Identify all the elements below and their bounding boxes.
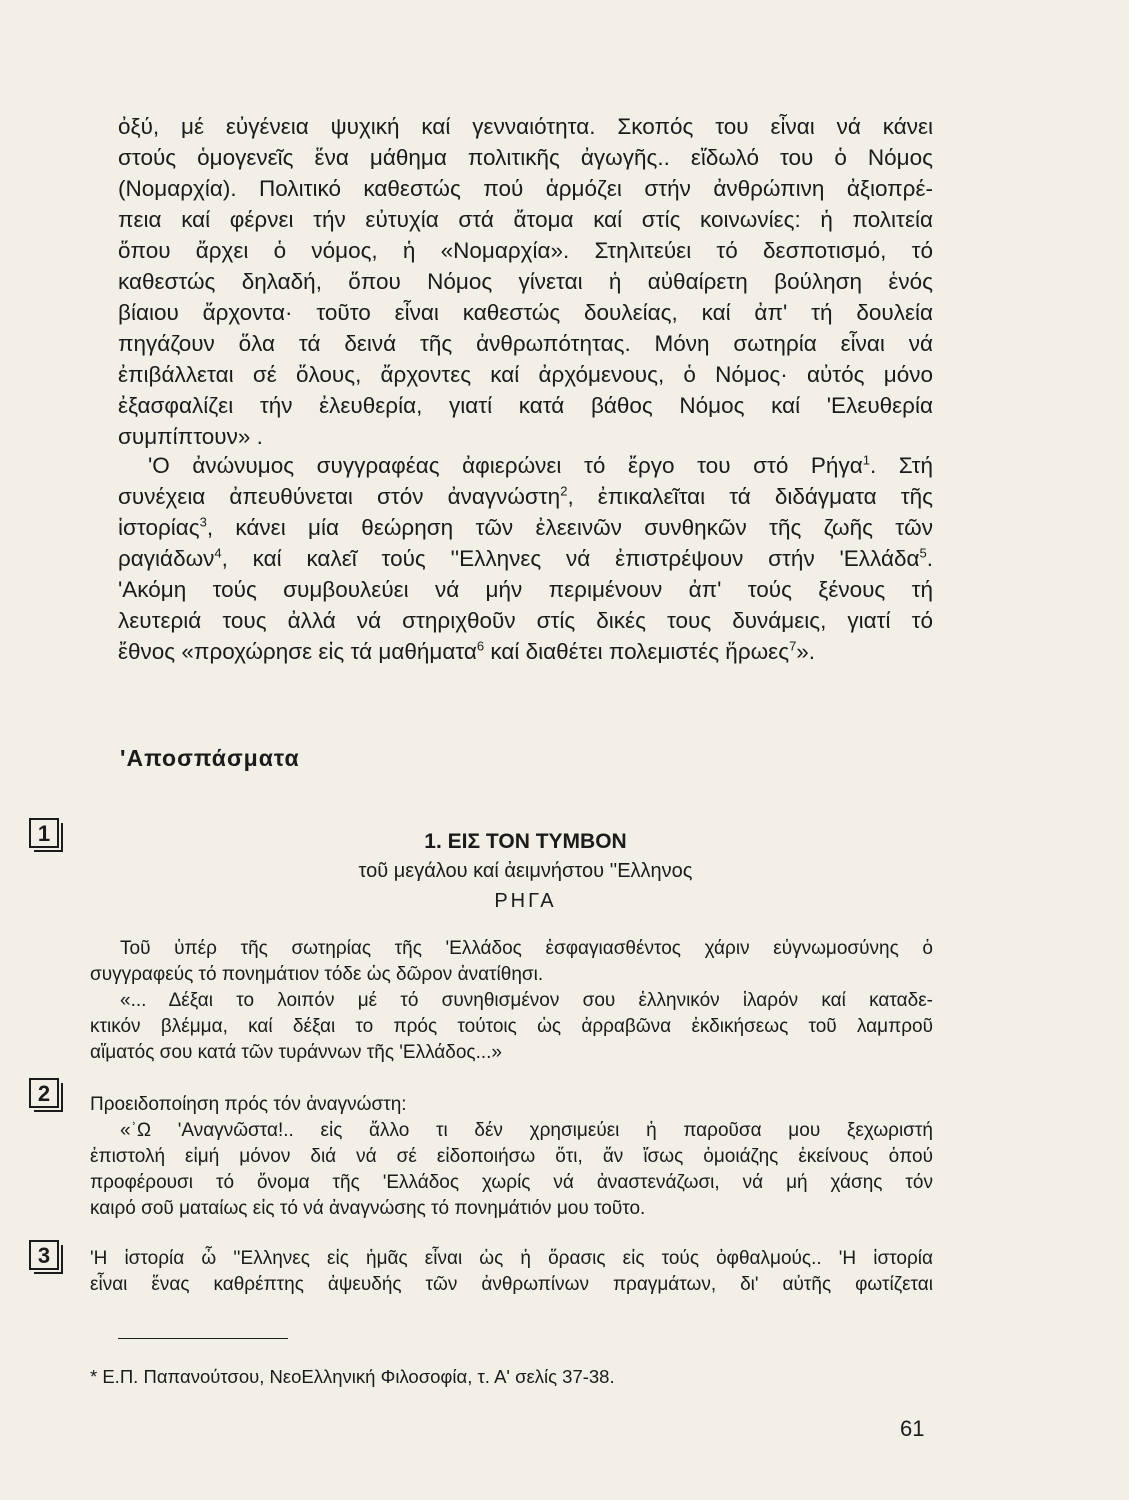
footnote-rule <box>118 1338 288 1339</box>
excerpt-line: συγγραφεύς τό πονημάτιον τόδε ὡς δῶρον ἀνατίθησι. <box>90 964 544 985</box>
excerpt-line: ἐπιστολή εἰμή μόνον διά νά σέ εἰδοποιήσω ὅτι, ἄν ἴσως ὁμοιάζης ἐκείνους ὁπού <box>90 1146 933 1167</box>
excerpt-marker-3: 3 <box>29 1240 59 1270</box>
body-line: ἔθνος «προχώρησε εἰς τά μαθήματα$^6$ καί διαθέτει πολεμιστές ἥρωες$^7$». <box>118 638 816 664</box>
body-line: συνέχεια ἀπευθύνεται στόν ἀναγνώστη$^2$, ἐπικαλεῖται τά διδάγματα τῆς <box>118 483 933 509</box>
body-line: συμπίπτουν» . <box>118 424 263 449</box>
body-line: ἐξασφαλίζει τήν ἐλευθερία, γιατί κατά βάθος Νόμος καί 'Ελευθερία <box>118 393 933 418</box>
excerpt-line: «... Δέξαι το λοιπόν μέ τό συνηθισμένον σου ἑλληνικόν ἱλαρόν καί καταδε- <box>120 990 933 1011</box>
excerpt-line: προφέρουσι τό ὄνομα τῆς 'Ελλάδος χωρίς νά ἀναστενάζωσι, νά μή χάσης τόν <box>90 1172 933 1193</box>
excerpt-line: «ʾΩ 'Αναγνῶστα!.. εἰς ἄλλο τι δέν χρησιμεύει ἡ παροῦσα μου ξεχωριστή <box>120 1120 933 1141</box>
footnote: * Ε.Π. Παπανούτσου, ΝεοΕλληνική Φιλοσοφία, τ. Α' σελίς 37-38. <box>90 1366 615 1387</box>
excerpt-line: 'Η ἱστορία ὦ ''Ελληνες εἰς ἡμᾶς εἶναι ὡς ἡ ὅρασις εἰς τούς ὀφθαλμούς.. 'Η ἱστορία <box>90 1248 933 1269</box>
body-line: βίαιου ἄρχοντα· τοῦτο εἶναι καθεστώς δουλείας, καί ἀπ' τή δουλεία <box>118 300 933 325</box>
footnote-ref: 2 <box>560 483 568 499</box>
section-heading: 'Αποσπάσματα <box>120 745 300 771</box>
excerpt-line: κτικόν βλέμμα, καί δέξαι το πρός τούτοις ὡς ἀρραβῶνα ἐκδικήσεως τοῦ λαμπροῦ <box>90 1016 933 1037</box>
body-line: ὅπου ἄρχει ὁ νόμος, ἡ «Νομαρχία». Στηλιτεύει τό δεσποτισμό, τό <box>118 238 933 263</box>
body-line: ἱστορίας$^3$, κάνει μία θεώρηση τῶν ἐλεεινῶν συνθηκῶν τῆς ζωῆς τῶν <box>118 514 933 540</box>
excerpt-name: ΡΗΓΑ <box>494 890 557 912</box>
excerpt-line: Τοῦ ὑπέρ τῆς σωτηρίας τῆς 'Ελλάδος ἐσφαγιασθέντος χάριν εὐγνωμοσύνης ὁ <box>120 938 933 959</box>
footnote-ref: 6 <box>476 638 485 654</box>
body-line: στούς ὁμογενεῖς ἕνα μάθημα πολιτικῆς ἀγωγῆς.. εἴδωλό του ὁ Νόμος <box>118 145 933 170</box>
body-line: ὀξύ, μέ εὐγένεια ψυχική καί γενναιότητα. Σκοπός του εἶναι νά κάνει <box>118 114 933 139</box>
excerpt-line: καιρό σοῦ ματαίως εἰς τό νά ἀναγνώσης τό πονημάτιόν μου τοῦτο. <box>90 1198 646 1219</box>
body-line: ραγιάδων$^4$, καί καλεῖ τούς ''Ελληνες νά ἐπιστρέψουν στήν 'Ελλάδα$^5$. <box>118 545 933 571</box>
body-line: (Νομαρχία). Πολιτικό καθεστώς πού ἁρμόζει στήν ἀνθρώπινη ἀξιοπρέ- <box>118 176 933 201</box>
footnote-ref: 7 <box>789 638 797 654</box>
body-line: ἐπιβάλλεται σέ ὅλους, ἄρχοντες καί ἀρχόμενους, ὁ Νόμος· αὐτός μόνο <box>118 362 933 387</box>
excerpt-line: εἶναι ἕνας καθρέπτης ἀψευδής τῶν ἀνθρωπίνων πραγμάτων, δι' αὐτῆς φωτίζεται <box>90 1274 933 1295</box>
body-line: καθεστώς δηλαδή, ὅπου Νόμος γίνεται ἡ αὐθαίρετη βούληση ἑνός <box>118 269 933 294</box>
page-number: 61 <box>900 1416 925 1441</box>
footnote-ref: 4 <box>214 545 222 561</box>
body-line: 'Ακόμη τούς συμβουλεύει νά μήν περιμένουν ἀπ' τούς ξένους τή <box>118 577 933 602</box>
body-line: πεια καί φέρνει τήν εὐτυχία στά ἄτομα καί στίς κοινωνίες: ἡ πολιτεία <box>118 207 933 232</box>
excerpt-line: Προειδοποίηση πρός τόν ἀναγνώστη: <box>90 1094 407 1115</box>
excerpt-subtitle: τοῦ μεγάλου καί ἀειμνήστου ''Ελληνος <box>358 860 693 882</box>
footnote-ref: 3 <box>199 514 207 530</box>
excerpt-marker-2: 2 <box>29 1078 59 1108</box>
excerpt-title: 1. ΕΙΣ ΤΟΝ ΤΥΜΒΟΝ <box>424 830 627 853</box>
body-line: λευτεριά τους ἀλλά νά στηριχθοῦν στίς δικές τους δυνάμεις, γιατί τό <box>118 608 933 633</box>
footnote-ref: 1 <box>862 452 870 468</box>
excerpt-marker-1: 1 <box>29 818 59 848</box>
excerpt-line: αἵματός σου κατά τῶν τυράννων τῆς 'Ελλάδος...» <box>90 1042 502 1063</box>
body-line: 'Ο ἀνώνυμος συγγραφέας ἀφιερώνει τό ἔργο του στό Ρήγα$^1$. Στή <box>148 452 933 478</box>
footnote-ref: 5 <box>919 545 927 561</box>
body-line: πηγάζουν ὅλα τά δεινά τῆς ἀνθρωπότητας. Μόνη σωτηρία εἶναι νά <box>118 331 933 356</box>
